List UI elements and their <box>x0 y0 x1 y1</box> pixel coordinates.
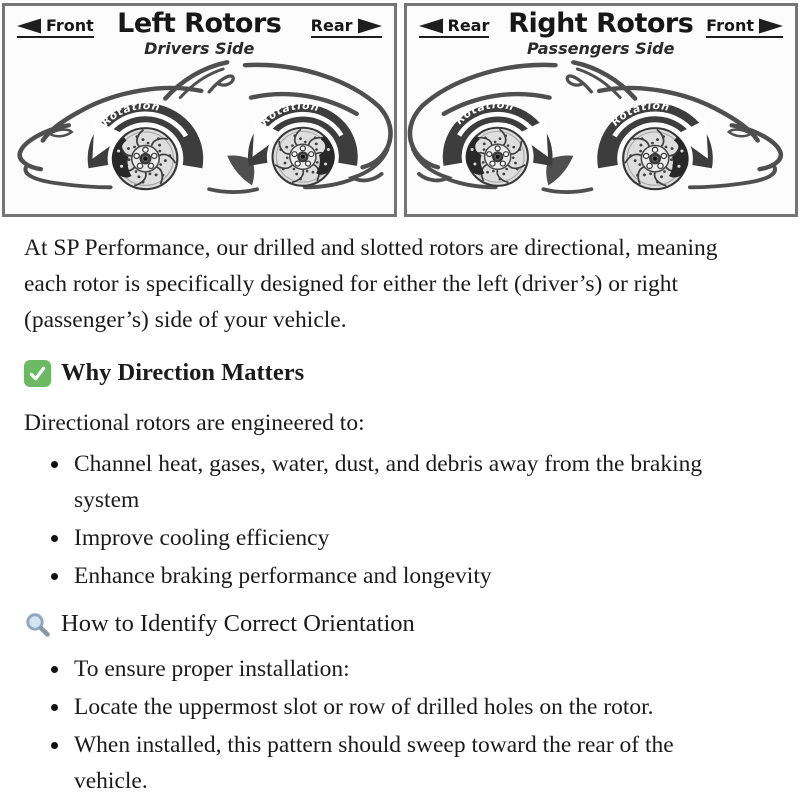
rotation-arrow-rear: Rotation <box>257 99 321 128</box>
arrow-right-icon <box>757 18 783 34</box>
how-to-identify-heading <box>24 606 758 642</box>
arrow-left-icon <box>17 18 43 34</box>
direction-label-text: Rear <box>447 16 490 35</box>
rotation-arrow-front: Rotation <box>98 99 162 129</box>
list-item: • Channel heat, gases, water, dust, and debris away from the braking system <box>71 446 740 518</box>
why-lead-text: Directional rotors are engineered to: <box>24 410 365 436</box>
rear-direction-label <box>419 16 490 38</box>
rear-direction-label <box>311 16 382 38</box>
rotation-arrow-front: Rotation <box>607 99 671 129</box>
article-body <box>0 220 800 799</box>
front-direction-label <box>17 16 94 38</box>
panel-title: Right Rotors <box>508 8 694 39</box>
panel-subtitle: Passengers Side <box>527 39 675 59</box>
list-item: • Locate the uppermost slot or row of drilled holes on the rotor. <box>71 689 740 725</box>
heading-text: Why Direction Matters <box>61 359 305 386</box>
list-item: • Improve cooling efficiency <box>71 520 740 556</box>
arrow-right-icon <box>356 18 382 34</box>
panel-subtitle: Drivers Side <box>144 39 255 59</box>
direction-label-text: Front <box>706 16 754 35</box>
panel-title: Left Rotors <box>117 8 282 39</box>
why-direction-matters-heading <box>24 355 758 391</box>
right-rotors-panel <box>404 3 799 217</box>
rotor-direction-diagram <box>0 0 800 220</box>
heading-text: How to Identify Correct Orientation <box>61 610 415 637</box>
direction-label-text: Front <box>46 16 94 35</box>
left-rotors-panel <box>2 3 397 217</box>
list-item: • To ensure proper installation: <box>71 651 740 687</box>
magnifying-glass-icon <box>24 611 51 638</box>
list-item: • When installed, this pattern should sweep toward the rear of the vehicle. <box>71 727 740 799</box>
rotation-arrow-rear: Rotation <box>451 98 516 127</box>
why-bullet-list <box>24 446 740 594</box>
arrow-left-icon <box>419 18 445 34</box>
how-bullet-list <box>24 651 740 799</box>
intro-paragraph: At SP Performance, our drilled and slotted rotors are directional, meaning each rotor is specifically designed for either the left (driver’s) or right (passenger’s) side of your vehicle. <box>24 235 718 333</box>
front-direction-label <box>706 16 783 38</box>
list-item: • Enhance braking performance and longevity <box>71 558 740 594</box>
check-icon <box>24 360 51 387</box>
direction-label-text: Rear <box>310 16 353 35</box>
